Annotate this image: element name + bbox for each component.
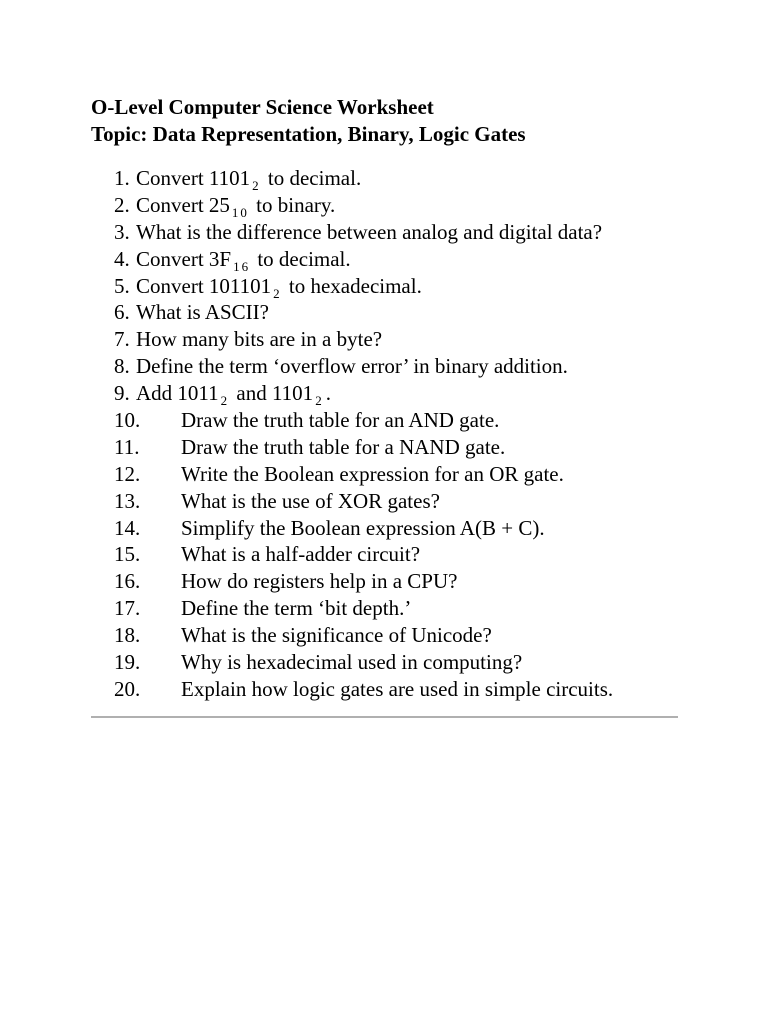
question-item [0,273,768,300]
question-number: 13. [114,488,141,513]
question-number: 9. [114,381,130,406]
question-number: 15. [114,542,141,567]
question-list [0,165,768,703]
question-text [181,676,613,703]
question-text [181,595,411,622]
number-base-subscript: 2 [220,393,230,409]
number-base-subscript: 2 [315,393,324,409]
question-text [181,515,545,542]
question-text-segment: What is the use of XOR gates? [181,488,440,513]
question-number: 18. [114,623,141,648]
question-number: 7. [114,327,130,352]
question-number: 2. [114,192,130,217]
question-item [0,488,768,515]
question-text-segment: to hexadecimal. [283,273,422,298]
question-text-segment: What is a half-adder circuit? [181,542,421,567]
question-number: 5. [114,273,130,298]
question-item [0,676,768,703]
question-text [181,488,440,515]
question-text-segment: and 1101 [231,381,314,406]
question-item [0,461,768,488]
question-number: 12. [114,461,141,486]
question-text [136,299,269,326]
question-text [136,192,335,221]
question-text [136,353,568,380]
question-number: 19. [114,650,141,675]
question-text-segment: Why is hexadecimal used in computing? [181,650,523,675]
question-item [0,219,768,246]
question-text-segment: What is the significance of Unicode? [181,623,492,648]
question-text-segment: Simplify the Boolean expression A(B + C). [181,515,545,540]
question-item [0,246,768,273]
worksheet-header [91,94,526,148]
question-text [136,246,351,275]
question-text [136,380,331,409]
question-number: 6. [114,300,130,325]
question-item [0,568,768,595]
question-text [181,434,505,461]
question-text-segment: . [325,381,331,406]
question-number: 14. [114,515,141,540]
question-text-segment: How do registers help in a CPU? [181,569,458,594]
question-number: 20. [114,676,141,701]
question-item [0,299,768,326]
question-item [0,434,768,461]
question-text-segment: Convert 1101 [136,166,251,190]
worksheet-title: O-Level Computer Science Worksheet [91,95,434,119]
question-text [136,219,602,246]
question-text-segment: How many bits are in a byte? [136,327,383,352]
worksheet-topic: Topic: Data Representation, Binary, Logic Gates [91,122,526,146]
question-text-segment: Explain how logic gates are used in simple circuits. [181,676,614,701]
question-number: 10. [114,408,141,433]
question-number: 11. [114,434,140,459]
question-text-segment: Convert 25 [136,192,230,217]
question-number: 4. [114,246,130,271]
question-text-segment: Draw the truth table for an AND gate. [181,408,500,433]
question-text-segment: What is the difference between analog and digital data? [136,219,603,244]
horizontal-divider [91,716,678,718]
question-text-segment: Define the term ‘overflow error’ in binary addition. [136,354,568,379]
question-item [0,326,768,353]
question-text [136,165,361,194]
question-number: 16. [114,569,141,594]
question-number: 8. [114,354,130,379]
question-text-segment: to binary. [250,192,336,217]
question-text [181,541,420,568]
question-item [0,192,768,219]
question-text [181,649,522,676]
question-item [0,407,768,434]
question-item [0,595,768,622]
question-text-segment: What is ASCII? [136,300,269,325]
question-text [181,568,457,595]
question-item [0,165,768,192]
number-base-subscript: 2 [273,285,282,301]
question-text-segment: to decimal. [262,166,362,190]
question-text-segment: Convert 3F [136,246,232,271]
number-base-subscript: 16 [233,258,251,274]
number-base-subscript: 10 [231,204,249,220]
question-text-segment: Add 1011 [136,381,219,406]
question-text [181,461,564,488]
question-item [0,353,768,380]
question-item [0,622,768,649]
question-number: 17. [114,596,141,621]
question-item [0,541,768,568]
question-text-segment: Write the Boolean expression for an OR gate. [181,461,564,486]
question-text-segment: Define the term ‘bit depth.’ [181,596,412,621]
question-number: 3. [114,219,130,244]
question-item [0,515,768,542]
question-text [181,622,492,649]
question-item [0,649,768,676]
number-base-subscript: 2 [252,178,261,193]
question-text [136,273,422,302]
question-item [0,380,768,407]
question-text-segment: Draw the truth table for a NAND gate. [181,434,506,459]
question-text [181,407,499,434]
question-number: 1. [114,166,130,190]
question-text-segment: Convert 101101 [136,273,272,298]
question-text [136,326,382,353]
question-text-segment: to decimal. [252,246,351,271]
